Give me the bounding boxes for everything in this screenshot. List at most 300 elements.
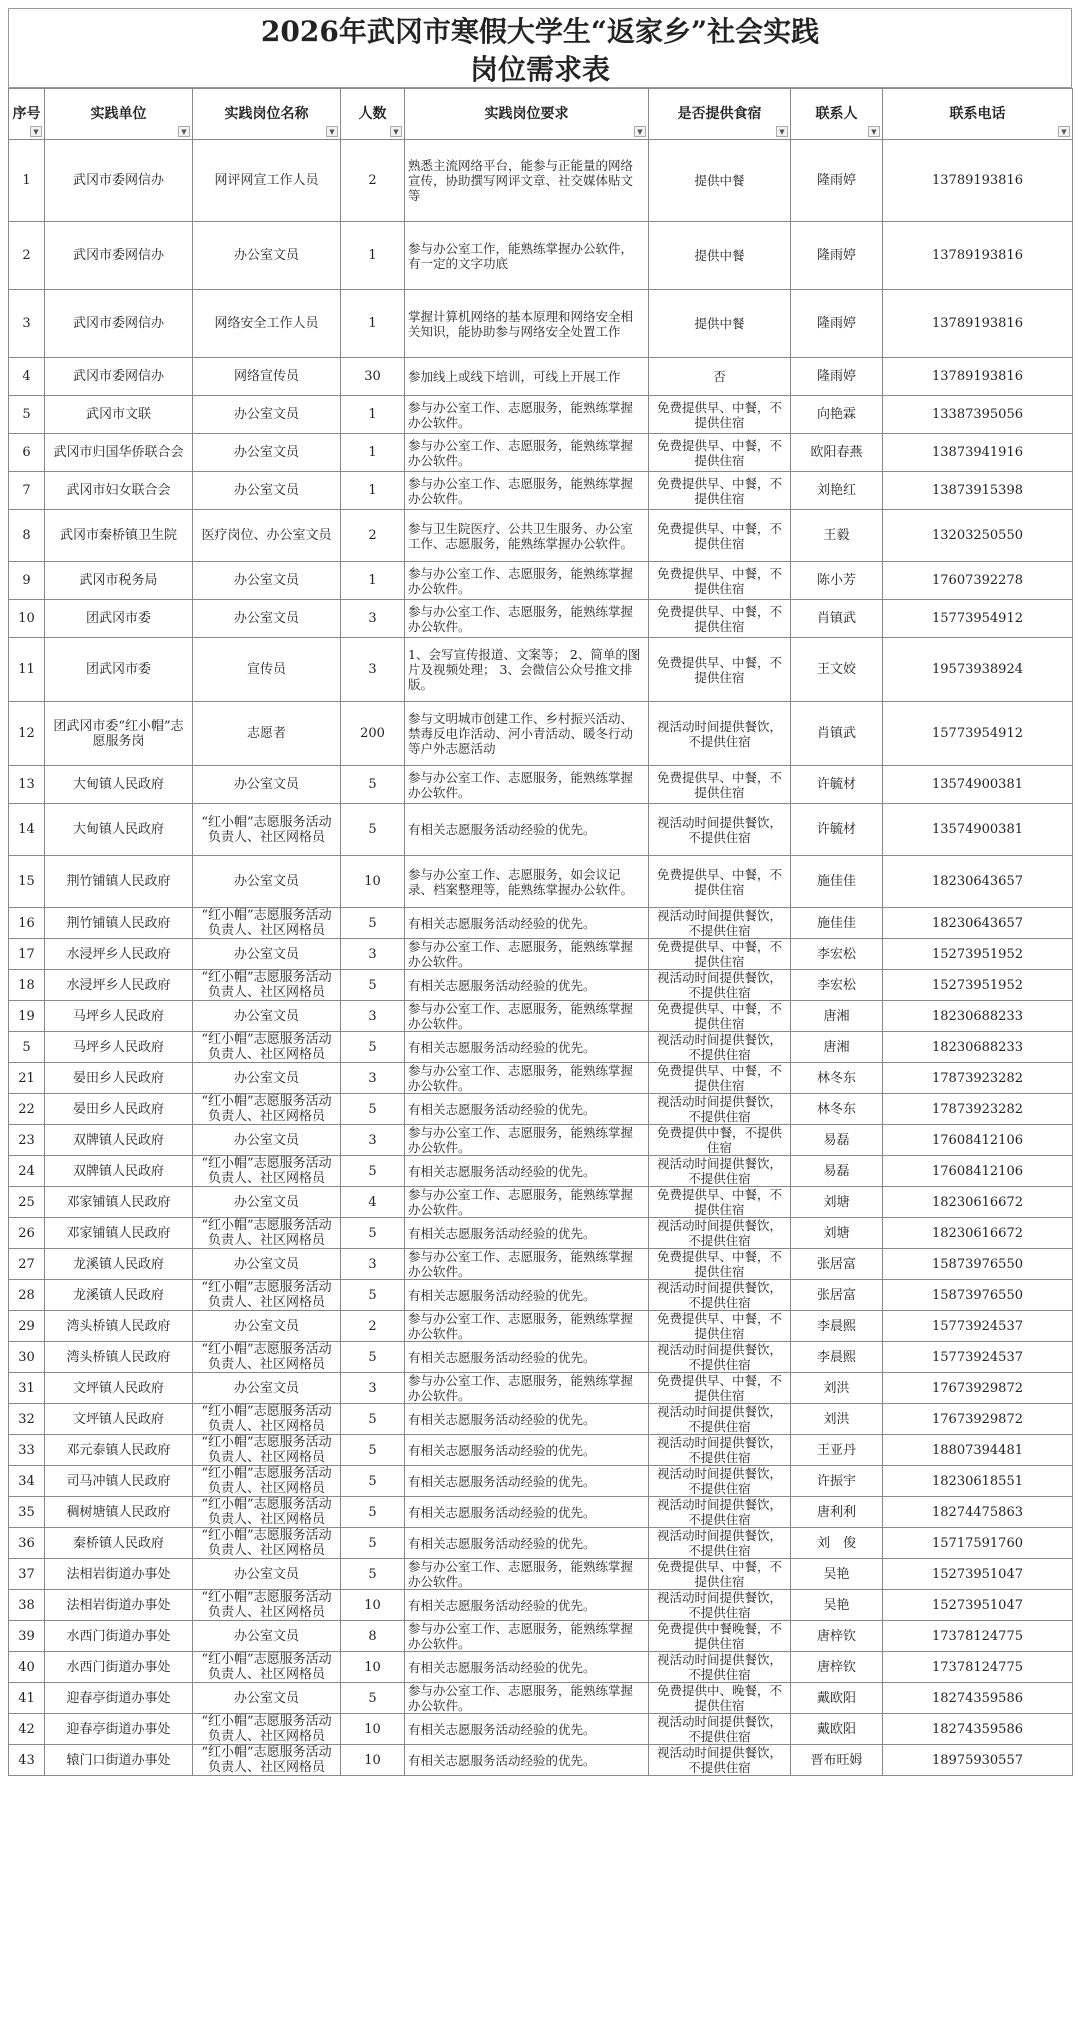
table-row (9, 856, 1073, 908)
row-post: 办公室文员 (193, 1125, 341, 1156)
row-phone: 17607392278 (883, 562, 1073, 600)
row-requirement: 有相关志愿服务活动经验的优先。 (405, 1590, 649, 1621)
row-post: “红小帽”志愿服务活动负责人、社区网格员 (193, 1156, 341, 1187)
row-number: 6 (9, 434, 45, 472)
row-count: 5 (341, 1559, 405, 1590)
table-row (9, 1652, 1073, 1683)
row-unit: 武冈市委网信办 (45, 290, 193, 358)
row-unit: 邓家铺镇人民政府 (45, 1218, 193, 1249)
row-food: 免费提供早、中餐，不提供住宿 (649, 472, 791, 510)
job-table (8, 88, 1073, 1776)
row-requirement: 掌握计算机网络的基本原理和网络安全相关知识，能协助参与网络安全处置工作 (405, 290, 649, 358)
row-number: 16 (9, 908, 45, 939)
row-unit: 法相岩街道办事处 (45, 1559, 193, 1590)
row-number: 13 (9, 766, 45, 804)
row-requirement: 参与办公室工作、志愿服务，能熟练掌握办公软件。 (405, 434, 649, 472)
column-header (883, 89, 1073, 140)
table-row (9, 970, 1073, 1001)
row-post: “红小帽”志愿服务活动负责人、社区网格员 (193, 1435, 341, 1466)
row-count: 30 (341, 358, 405, 396)
dropdown-arrow-icon[interactable]: ▼ (326, 126, 338, 137)
row-count: 2 (341, 1311, 405, 1342)
table-row (9, 1125, 1073, 1156)
row-post: “红小帽”志愿服务活动负责人、社区网格员 (193, 970, 341, 1001)
row-phone: 18230618551 (883, 1466, 1073, 1497)
row-food: 免费提供早、中餐，不提供住宿 (649, 1373, 791, 1404)
row-contact: 林冬东 (791, 1094, 883, 1125)
table-row (9, 510, 1073, 562)
row-requirement: 参与办公室工作、志愿服务，能熟练掌握办公软件。 (405, 766, 649, 804)
row-requirement: 有相关志愿服务活动经验的优先。 (405, 1094, 649, 1125)
row-food: 视活动时间提供餐饮，不提供住宿 (649, 1590, 791, 1621)
table-row (9, 1063, 1073, 1094)
row-number: 38 (9, 1590, 45, 1621)
row-count: 5 (341, 1094, 405, 1125)
row-food: 免费提供早、中餐，不提供住宿 (649, 766, 791, 804)
column-header-label: 人数 (358, 105, 387, 122)
row-count: 3 (341, 939, 405, 970)
row-count: 3 (341, 1125, 405, 1156)
table-row (9, 1528, 1073, 1559)
row-post: 网络宣传员 (193, 358, 341, 396)
row-post: “红小帽”志愿服务活动负责人、社区网格员 (193, 1714, 341, 1745)
row-requirement: 参与办公室工作、志愿服务，能熟练掌握办公软件。 (405, 1063, 649, 1094)
row-post: 办公室文员 (193, 1001, 341, 1032)
row-unit: 水浸坪乡人民政府 (45, 970, 193, 1001)
table-row (9, 472, 1073, 510)
table-row (9, 140, 1073, 222)
row-contact: 刘塘 (791, 1218, 883, 1249)
row-food: 视活动时间提供餐饮，不提供住宿 (649, 702, 791, 766)
row-count: 5 (341, 1404, 405, 1435)
row-post: 办公室文员 (193, 1249, 341, 1280)
row-contact: 吴艳 (791, 1559, 883, 1590)
row-contact: 欧阳春燕 (791, 434, 883, 472)
row-number: 31 (9, 1373, 45, 1404)
row-food: 免费提供中、晚餐，不提供住宿 (649, 1683, 791, 1714)
row-food: 免费提供早、中餐，不提供住宿 (649, 562, 791, 600)
row-unit: 湾头桥镇人民政府 (45, 1342, 193, 1373)
row-food: 视活动时间提供餐饮，不提供住宿 (649, 1156, 791, 1187)
row-requirement: 1、会写宣传报道、文案等； 2、简单的图片及视频处理； 3、会微信公众号推文排版。 (405, 638, 649, 702)
dropdown-arrow-icon[interactable]: ▼ (776, 126, 788, 137)
row-post: “红小帽”志愿服务活动负责人、社区网格员 (193, 1032, 341, 1063)
row-phone: 18230688233 (883, 1001, 1073, 1032)
row-count: 5 (341, 1218, 405, 1249)
row-number: 12 (9, 702, 45, 766)
row-unit: 武冈市税务局 (45, 562, 193, 600)
row-count: 5 (341, 766, 405, 804)
row-post: 办公室文员 (193, 1063, 341, 1094)
row-count: 1 (341, 562, 405, 600)
row-count: 3 (341, 600, 405, 638)
row-count: 10 (341, 1590, 405, 1621)
row-unit: 马坪乡人民政府 (45, 1032, 193, 1063)
row-number: 10 (9, 600, 45, 638)
row-requirement: 参与办公室工作、志愿服务，如会议记录、档案整理等，能熟练掌握办公软件。 (405, 856, 649, 908)
row-count: 5 (341, 1280, 405, 1311)
column-header (193, 89, 341, 140)
row-count: 8 (341, 1621, 405, 1652)
row-contact: 易磊 (791, 1156, 883, 1187)
table-row (9, 1187, 1073, 1218)
row-count: 5 (341, 804, 405, 856)
row-count: 1 (341, 434, 405, 472)
row-food: 免费提供早、中餐，不提供住宿 (649, 1187, 791, 1218)
column-header (405, 89, 649, 140)
row-phone: 18230643657 (883, 908, 1073, 939)
row-unit: 大甸镇人民政府 (45, 766, 193, 804)
row-phone: 17608412106 (883, 1156, 1073, 1187)
table-row (9, 702, 1073, 766)
row-unit: 双牌镇人民政府 (45, 1156, 193, 1187)
row-phone: 18230643657 (883, 856, 1073, 908)
row-post: “红小帽”志愿服务活动负责人、社区网格员 (193, 1652, 341, 1683)
row-number: 21 (9, 1063, 45, 1094)
row-contact: 隆雨婷 (791, 140, 883, 222)
row-food: 视活动时间提供餐饮，不提供住宿 (649, 1528, 791, 1559)
row-unit: 荆竹铺镇人民政府 (45, 908, 193, 939)
row-phone: 13574900381 (883, 804, 1073, 856)
row-unit: 文坪镇人民政府 (45, 1373, 193, 1404)
row-contact: 唐湘 (791, 1001, 883, 1032)
row-post: 网评网宣工作人员 (193, 140, 341, 222)
row-count: 5 (341, 1466, 405, 1497)
row-requirement: 参与文明城市创建工作、乡村振兴活动、禁毒反电诈活动、河小青活动、暖冬行动等户外志愿活动 (405, 702, 649, 766)
row-unit: 司马冲镇人民政府 (45, 1466, 193, 1497)
row-count: 5 (341, 1032, 405, 1063)
row-number: 28 (9, 1280, 45, 1311)
row-requirement: 参与办公室工作、志愿服务，能熟练掌握办公软件。 (405, 1249, 649, 1280)
row-unit: 团武冈市委 (45, 638, 193, 702)
spreadsheet (8, 8, 1072, 1776)
row-contact: 唐梓钦 (791, 1621, 883, 1652)
row-number: 11 (9, 638, 45, 702)
row-requirement: 有相关志愿服务活动经验的优先。 (405, 1652, 649, 1683)
row-number: 9 (9, 562, 45, 600)
table-row (9, 1001, 1073, 1032)
table-row (9, 1590, 1073, 1621)
table-row (9, 1311, 1073, 1342)
row-post: 志愿者 (193, 702, 341, 766)
row-phone: 13789193816 (883, 222, 1073, 290)
row-phone: 15717591760 (883, 1528, 1073, 1559)
row-number: 34 (9, 1466, 45, 1497)
row-contact: 刘洪 (791, 1404, 883, 1435)
row-post: 办公室文员 (193, 1683, 341, 1714)
row-count: 200 (341, 702, 405, 766)
row-post: 办公室文员 (193, 766, 341, 804)
row-unit: 武冈市委网信办 (45, 140, 193, 222)
row-phone: 15273951047 (883, 1559, 1073, 1590)
row-phone: 17378124775 (883, 1621, 1073, 1652)
row-count: 10 (341, 1745, 405, 1776)
row-contact: 许毓材 (791, 766, 883, 804)
row-phone: 15773954912 (883, 600, 1073, 638)
row-contact: 许振宇 (791, 1466, 883, 1497)
row-food: 否 (649, 358, 791, 396)
row-food: 免费提供中餐，不提供住宿 (649, 1125, 791, 1156)
row-contact: 戴欧阳 (791, 1683, 883, 1714)
row-count: 5 (341, 970, 405, 1001)
row-post: “红小帽”志愿服务活动负责人、社区网格员 (193, 1745, 341, 1776)
table-row (9, 638, 1073, 702)
row-contact: 唐利利 (791, 1497, 883, 1528)
row-contact: 戴欧阳 (791, 1714, 883, 1745)
row-unit: 水浸坪乡人民政府 (45, 939, 193, 970)
title-line-1: 2026年武冈市寒假大学生“返家乡”社会实践 (260, 15, 820, 48)
row-number: 5 (9, 1032, 45, 1063)
table-row (9, 290, 1073, 358)
row-contact: 王文姣 (791, 638, 883, 702)
row-post: 办公室文员 (193, 396, 341, 434)
row-phone: 13789193816 (883, 290, 1073, 358)
row-phone: 19573938924 (883, 638, 1073, 702)
row-phone: 15873976550 (883, 1249, 1073, 1280)
row-food: 免费提供早、中餐，不提供住宿 (649, 434, 791, 472)
row-food: 视活动时间提供餐饮，不提供住宿 (649, 1652, 791, 1683)
row-phone: 15773924537 (883, 1342, 1073, 1373)
table-row (9, 1621, 1073, 1652)
row-contact: 张居富 (791, 1249, 883, 1280)
table-row (9, 358, 1073, 396)
row-phone: 15873976550 (883, 1280, 1073, 1311)
row-phone: 13789193816 (883, 140, 1073, 222)
row-food: 视活动时间提供餐饮，不提供住宿 (649, 1745, 791, 1776)
row-number: 1 (9, 140, 45, 222)
row-phone: 18230616672 (883, 1187, 1073, 1218)
row-food: 免费提供早、中餐，不提供住宿 (649, 939, 791, 970)
row-post: 办公室文员 (193, 562, 341, 600)
row-food: 视活动时间提供餐饮，不提供住宿 (649, 1404, 791, 1435)
column-header (9, 89, 45, 140)
table-row (9, 1373, 1073, 1404)
row-food: 视活动时间提供餐饮，不提供住宿 (649, 1435, 791, 1466)
row-unit: 秦桥镇人民政府 (45, 1528, 193, 1559)
row-count: 5 (341, 1528, 405, 1559)
row-unit: 团武冈市委 (45, 600, 193, 638)
dropdown-arrow-icon[interactable]: ▼ (178, 126, 190, 137)
row-phone: 17873923282 (883, 1094, 1073, 1125)
row-number: 5 (9, 396, 45, 434)
row-number: 43 (9, 1745, 45, 1776)
row-unit: 团武冈市委“红小帽”志愿服务岗 (45, 702, 193, 766)
row-number: 4 (9, 358, 45, 396)
row-number: 33 (9, 1435, 45, 1466)
row-phone: 18274475863 (883, 1497, 1073, 1528)
row-requirement: 参与办公室工作、志愿服务，能熟练掌握办公软件。 (405, 1311, 649, 1342)
row-requirement: 有相关志愿服务活动经验的优先。 (405, 1714, 649, 1745)
row-requirement: 有相关志愿服务活动经验的优先。 (405, 1528, 649, 1559)
row-count: 10 (341, 856, 405, 908)
table-row (9, 1683, 1073, 1714)
table-row (9, 1218, 1073, 1249)
row-food: 视活动时间提供餐饮，不提供住宿 (649, 1342, 791, 1373)
table-row (9, 1032, 1073, 1063)
column-header-label: 联系电话 (949, 105, 1006, 122)
row-unit: 龙溪镇人民政府 (45, 1280, 193, 1311)
table-row (9, 939, 1073, 970)
row-number: 19 (9, 1001, 45, 1032)
row-post: 宣传员 (193, 638, 341, 702)
row-count: 3 (341, 1001, 405, 1032)
row-unit: 湾头桥镇人民政府 (45, 1311, 193, 1342)
dropdown-arrow-icon[interactable]: ▼ (30, 126, 42, 137)
row-post: 办公室文员 (193, 856, 341, 908)
table-row (9, 804, 1073, 856)
row-phone: 18230616672 (883, 1218, 1073, 1249)
row-requirement: 有相关志愿服务活动经验的优先。 (405, 1156, 649, 1187)
row-phone: 13574900381 (883, 766, 1073, 804)
row-contact: 陈小芳 (791, 562, 883, 600)
row-food: 免费提供早、中餐，不提供住宿 (649, 856, 791, 908)
row-food: 视活动时间提供餐饮，不提供住宿 (649, 1218, 791, 1249)
row-contact: 刘艳红 (791, 472, 883, 510)
row-count: 1 (341, 222, 405, 290)
row-requirement: 参与办公室工作、志愿服务，能熟练掌握办公软件。 (405, 1683, 649, 1714)
row-phone: 13387395056 (883, 396, 1073, 434)
row-phone: 15273951952 (883, 970, 1073, 1001)
row-phone: 18274359586 (883, 1714, 1073, 1745)
row-unit: 水西门街道办事处 (45, 1621, 193, 1652)
row-requirement: 参与办公室工作、志愿服务，能熟练掌握办公软件。 (405, 472, 649, 510)
row-unit: 龙溪镇人民政府 (45, 1249, 193, 1280)
row-count: 3 (341, 1249, 405, 1280)
row-number: 32 (9, 1404, 45, 1435)
row-post: “红小帽”志愿服务活动负责人、社区网格员 (193, 1528, 341, 1559)
row-post: 办公室文员 (193, 1621, 341, 1652)
sheet-title (8, 8, 1072, 88)
row-requirement: 参与办公室工作、志愿服务，能熟练掌握办公软件。 (405, 1373, 649, 1404)
row-post: “红小帽”志愿服务活动负责人、社区网格员 (193, 1497, 341, 1528)
column-header (791, 89, 883, 140)
row-unit: 双牌镇人民政府 (45, 1125, 193, 1156)
row-unit: 邓家铺镇人民政府 (45, 1187, 193, 1218)
row-unit: 武冈市委网信办 (45, 222, 193, 290)
row-phone: 17673929872 (883, 1373, 1073, 1404)
row-count: 1 (341, 472, 405, 510)
column-header (341, 89, 405, 140)
row-post: “红小帽”志愿服务活动负责人、社区网格员 (193, 1280, 341, 1311)
row-post: “红小帽”志愿服务活动负责人、社区网格员 (193, 1404, 341, 1435)
column-header-label: 实践岗位名称 (224, 105, 309, 122)
row-phone: 18975930557 (883, 1745, 1073, 1776)
row-post: “红小帽”志愿服务活动负责人、社区网格员 (193, 908, 341, 939)
row-post: 办公室文员 (193, 1373, 341, 1404)
table-row (9, 434, 1073, 472)
column-header-label: 实践岗位要求 (484, 105, 569, 122)
dropdown-arrow-icon[interactable]: ▼ (390, 126, 402, 137)
row-food: 免费提供早、中餐，不提供住宿 (649, 1311, 791, 1342)
table-row (9, 222, 1073, 290)
row-requirement: 有相关志愿服务活动经验的优先。 (405, 1466, 649, 1497)
row-phone: 17608412106 (883, 1125, 1073, 1156)
row-unit: 晏田乡人民政府 (45, 1094, 193, 1125)
row-requirement: 有相关志愿服务活动经验的优先。 (405, 1745, 649, 1776)
row-number: 27 (9, 1249, 45, 1280)
row-count: 5 (341, 1497, 405, 1528)
table-row (9, 1497, 1073, 1528)
row-count: 4 (341, 1187, 405, 1218)
row-contact: 吴艳 (791, 1590, 883, 1621)
dropdown-arrow-icon[interactable]: ▼ (634, 126, 646, 137)
row-post: 医疗岗位、办公室文员 (193, 510, 341, 562)
row-number: 35 (9, 1497, 45, 1528)
row-phone: 18807394481 (883, 1435, 1073, 1466)
row-post: “红小帽”志愿服务活动负责人、社区网格员 (193, 1218, 341, 1249)
row-count: 3 (341, 1373, 405, 1404)
row-phone: 17378124775 (883, 1652, 1073, 1683)
row-food: 提供中餐 (649, 140, 791, 222)
row-contact: 刘塘 (791, 1187, 883, 1218)
dropdown-arrow-icon[interactable]: ▼ (1058, 126, 1070, 137)
row-number: 26 (9, 1218, 45, 1249)
row-food: 视活动时间提供餐饮，不提供住宿 (649, 1466, 791, 1497)
row-number: 17 (9, 939, 45, 970)
row-unit: 武冈市文联 (45, 396, 193, 434)
row-post: 办公室文员 (193, 1559, 341, 1590)
row-unit: 邓元泰镇人民政府 (45, 1435, 193, 1466)
row-number: 30 (9, 1342, 45, 1373)
row-contact: 向艳霖 (791, 396, 883, 434)
header-row (9, 89, 1073, 140)
row-food: 视活动时间提供餐饮，不提供住宿 (649, 1094, 791, 1125)
row-post: 办公室文员 (193, 1311, 341, 1342)
row-unit: 法相岩街道办事处 (45, 1590, 193, 1621)
row-number: 18 (9, 970, 45, 1001)
row-unit: 稠树塘镇人民政府 (45, 1497, 193, 1528)
row-contact: 隆雨婷 (791, 222, 883, 290)
row-unit: 迎春亭街道办事处 (45, 1683, 193, 1714)
row-number: 42 (9, 1714, 45, 1745)
row-contact: 李晨熙 (791, 1342, 883, 1373)
row-contact: 隆雨婷 (791, 290, 883, 358)
table-row (9, 1280, 1073, 1311)
row-phone: 15273951047 (883, 1590, 1073, 1621)
row-unit: 武冈市妇女联合会 (45, 472, 193, 510)
table-row (9, 1404, 1073, 1435)
row-phone: 13203250550 (883, 510, 1073, 562)
row-phone: 13789193816 (883, 358, 1073, 396)
row-requirement: 参与办公室工作、志愿服务，能熟练掌握办公软件。 (405, 1559, 649, 1590)
row-number: 8 (9, 510, 45, 562)
row-unit: 辕门口街道办事处 (45, 1745, 193, 1776)
row-number: 14 (9, 804, 45, 856)
row-count: 5 (341, 1342, 405, 1373)
table-row (9, 396, 1073, 434)
row-number: 36 (9, 1528, 45, 1559)
row-count: 10 (341, 1714, 405, 1745)
row-unit: 迎春亭街道办事处 (45, 1714, 193, 1745)
row-food: 免费提供早、中餐，不提供住宿 (649, 510, 791, 562)
row-unit: 武冈市秦桥镇卫生院 (45, 510, 193, 562)
row-post: 网络安全工作人员 (193, 290, 341, 358)
row-unit: 武冈市委网信办 (45, 358, 193, 396)
row-contact: 王亚丹 (791, 1435, 883, 1466)
row-unit: 文坪镇人民政府 (45, 1404, 193, 1435)
row-contact: 易磊 (791, 1125, 883, 1156)
table-row (9, 1156, 1073, 1187)
row-requirement: 熟悉主流网络平台，能参与正能量的网络宣传，协助撰写网评文章、社交媒体贴文等 (405, 140, 649, 222)
table-body (9, 140, 1073, 1776)
column-header-label: 联系人 (815, 105, 858, 122)
row-count: 5 (341, 1683, 405, 1714)
row-requirement: 参加线上或线下培训，可线上开展工作 (405, 358, 649, 396)
row-requirement: 有相关志愿服务活动经验的优先。 (405, 1404, 649, 1435)
dropdown-arrow-icon[interactable]: ▼ (868, 126, 880, 137)
row-contact: 施佳佳 (791, 908, 883, 939)
row-unit: 晏田乡人民政府 (45, 1063, 193, 1094)
